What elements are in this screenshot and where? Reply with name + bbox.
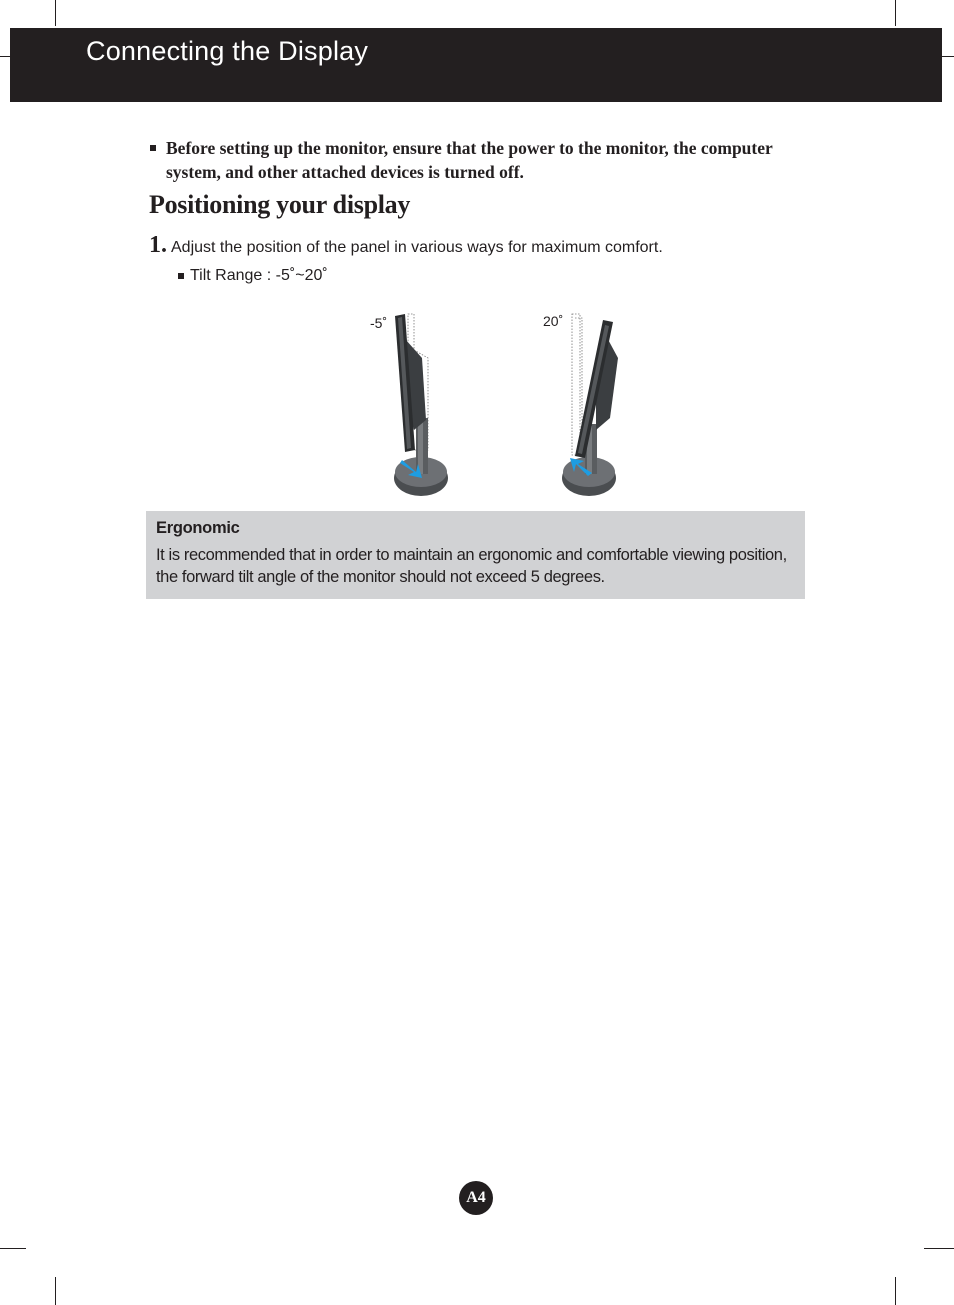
tilt-range	[178, 267, 328, 285]
crop-mark	[0, 56, 10, 57]
warning-note	[150, 136, 810, 184]
ergonomic-note	[146, 511, 805, 599]
tilt-range-text: Tilt Range : -5˚~20˚	[190, 267, 328, 284]
page-title: Connecting the Display	[86, 36, 369, 66]
section-heading: Positioning your display	[149, 190, 411, 219]
step-number: 1.	[149, 232, 167, 258]
ergonomic-title: Ergonomic	[156, 519, 240, 537]
page-number-badge: A4	[459, 1181, 493, 1215]
tilt-label-forward: -5˚	[370, 315, 388, 331]
monitor-forward-tilt-illustration	[370, 314, 448, 496]
bullet-icon	[150, 145, 156, 151]
tilt-illustration	[360, 300, 640, 505]
ergonomic-text: It is recommended that in order to maintain an ergonomic and comfortable viewing position, the forward tilt angle of the monitor should not exceed 5 degrees.	[156, 546, 787, 586]
crop-mark	[55, 0, 56, 26]
crop-mark	[942, 56, 954, 57]
crop-mark	[55, 1277, 56, 1305]
crop-mark	[895, 0, 896, 26]
crop-mark	[0, 1248, 26, 1249]
crop-mark	[924, 1248, 954, 1249]
monitor-backward-tilt-illustration	[543, 313, 618, 496]
tilt-label-backward: 20˚	[543, 313, 564, 329]
step-text: Adjust the position of the panel in various ways for maximum comfort.	[171, 239, 663, 256]
step-1	[149, 232, 663, 259]
warning-text: Before setting up the monitor, ensure that the power to the monitor, the computer system, and other attached devices is turned off.	[166, 138, 773, 182]
bullet-icon	[178, 273, 184, 279]
crop-mark	[895, 1277, 896, 1305]
